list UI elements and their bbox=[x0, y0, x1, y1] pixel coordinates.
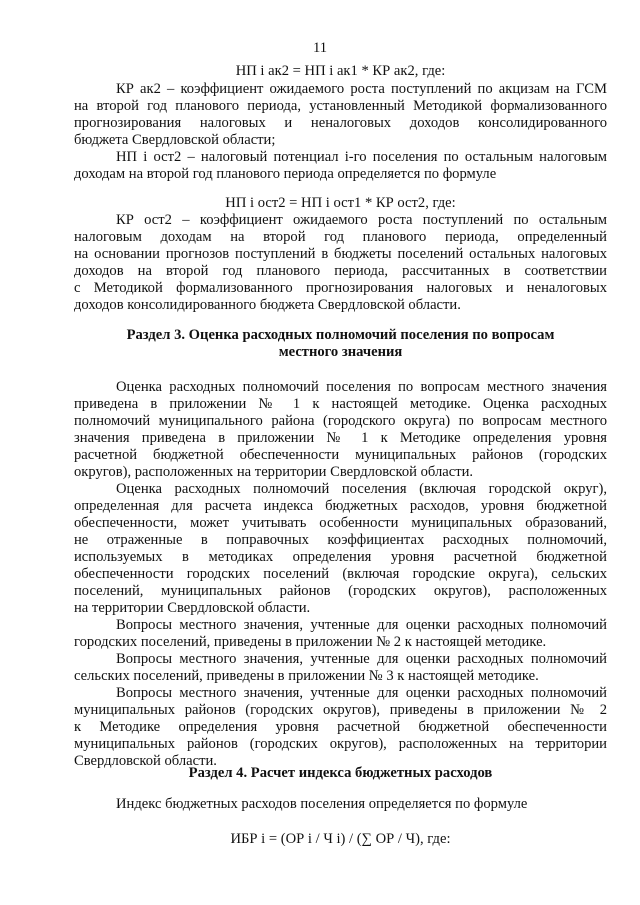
text-line: муниципальных районов (городских округов), расположенных на территории bbox=[74, 736, 607, 752]
formula-np-ost2: НП i ост2 = НП i ост1 * КР ост2, где: bbox=[225, 195, 456, 211]
text-line: значения приведена в приложении № 1 к Методике определения уровня bbox=[74, 430, 607, 446]
text-line: Оценка расходных полномочий поселения (включая городской округ), bbox=[116, 481, 607, 497]
text-line: поселений, муниципальных районов (городских округов), расположенных bbox=[74, 583, 607, 599]
text-line: городских поселений, приведены в приложении № 2 к настоящей методике. bbox=[74, 634, 547, 650]
text-line: приведена в приложении № 1 к настоящей методике. Оценка расходных bbox=[74, 396, 607, 412]
text-line: не отраженные в поправочных коэффициентах расходных полномочий, bbox=[74, 532, 607, 548]
text-line: Индекс бюджетных расходов поселения определяется по формуле bbox=[116, 796, 528, 812]
text-line: бюджета Свердловской области; bbox=[74, 132, 276, 148]
text-line: доходов на второй год планового периода, рассчитанных в соответствии bbox=[74, 263, 607, 279]
text-line: Вопросы местного значения, учтенные для оценки расходных полномочий bbox=[116, 685, 607, 701]
text-line: округов), расположенных на территории Свердловской области. bbox=[74, 464, 474, 480]
text-line: Оценка расходных полномочий поселения по вопросам местного значения bbox=[116, 379, 607, 395]
text-line: определенная для расчета индекса бюджетных расходов, уровня бюджетной bbox=[74, 498, 607, 514]
text-line: НП i ост2 – налоговый потенциал i-го поселения по остальным налоговым bbox=[116, 149, 607, 165]
text-line: Вопросы местного значения, учтенные для оценки расходных полномочий bbox=[116, 617, 607, 633]
text-line: полномочий муниципального района (городского округа) по вопросам местного bbox=[74, 413, 607, 429]
formula-ibr: ИБР i = (ОР i / Ч i) / (∑ ОР / Ч), где: bbox=[230, 831, 451, 847]
formula-np-ak2: НП i ак2 = НП i ак1 * КР ак2, где: bbox=[235, 63, 446, 79]
section3-heading: местного значения bbox=[278, 344, 403, 360]
text-line: на основании прогнозов поступлений в бюджеты поселений остальных налоговых bbox=[74, 246, 607, 262]
section3-heading: Раздел 3. Оценка расходных полномочий поселения по вопросам bbox=[126, 327, 555, 343]
text-line: Свердловской области. bbox=[74, 753, 217, 769]
text-line: КР ост2 – коэффициент ожидаемого роста поступлений по остальным bbox=[116, 212, 607, 228]
text-line: на второй год планового периода, установленный Методикой формализованного bbox=[74, 98, 607, 114]
section4-heading: Раздел 4. Расчет индекса бюджетных расходов bbox=[188, 765, 493, 781]
text-line: доходов консолидированного бюджета Свердловской области. bbox=[74, 297, 461, 313]
text-line: используемых в методиках определения уровня расчетной бюджетной bbox=[74, 549, 607, 565]
text-line: расчетной бюджетной обеспеченности муниципальных районов (городских bbox=[74, 447, 607, 463]
text-line: налоговым доходам на второй год планового периода, определенный bbox=[74, 229, 607, 245]
text-line: доходам на второй год планового периода определяется по формуле bbox=[74, 166, 497, 182]
text-line: на территории Свердловской области. bbox=[74, 600, 311, 616]
text-line: обеспеченности городских поселений (включая городские округа), сельских bbox=[74, 566, 607, 582]
text-line: с Методикой формализованного прогнозирования налоговых и неналоговых bbox=[74, 280, 607, 296]
page-number: 11 bbox=[312, 40, 328, 56]
text-line: к Методике определения уровня расчетной бюджетной обеспеченности bbox=[74, 719, 607, 735]
text-line: прогнозирования налоговых и неналоговых доходов консолидированного bbox=[74, 115, 607, 131]
text-line: КР ак2 – коэффициент ожидаемого роста поступлений по акцизам на ГСМ bbox=[116, 81, 607, 97]
text-line: сельских поселений, приведены в приложении № 3 к настоящей методике. bbox=[74, 668, 539, 684]
text-line: Вопросы местного значения, учтенные для оценки расходных полномочий bbox=[116, 651, 607, 667]
text-line: муниципальных районов (городских округов), приведены в приложении № 2 bbox=[74, 702, 607, 718]
text-line: обеспеченности, может учитывать особенности муниципальных образований, bbox=[74, 515, 607, 531]
